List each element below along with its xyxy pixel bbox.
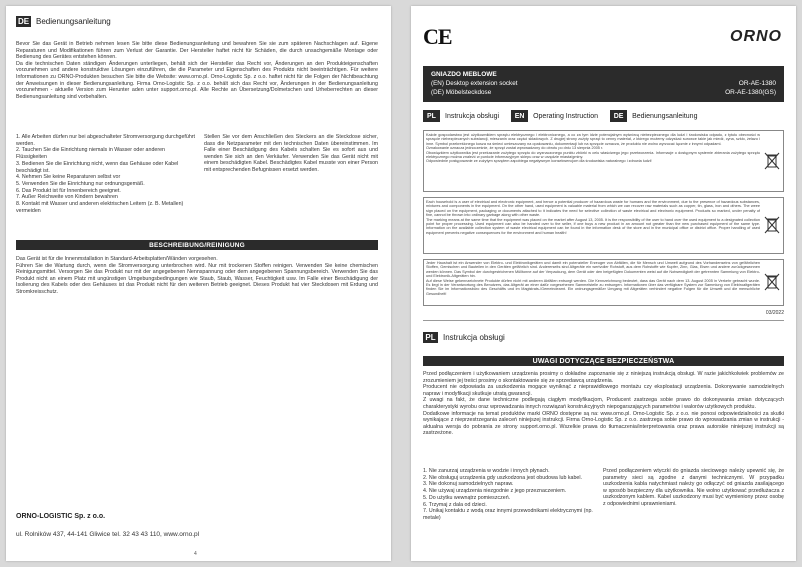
company-address: ul. Rolników 437, 44-141 Gliwice tel. 32 43 43 110, www.orno.pl bbox=[16, 531, 200, 538]
lang-badge-pl: PL bbox=[423, 110, 440, 122]
list-item: 4. Nehmen Sie keine Reparaturen selbst vor bbox=[16, 174, 121, 181]
list-item: 7. Unikaj kontaktu z wodą oraz innymi przewodnikami elektrycznymi (np. metale) bbox=[423, 508, 593, 521]
weee-text-en: Each household is a user of electrical and electronic equipment, and hence a potential producer of hazardous waste for humans and the environment, due to the presence of hazardous substances, mixtures and components in the equipment. On the other hand, used equipment is valuable material from which we can recover raw materials such as copper, tin, glass, iron and others. The weee sign placed on the equipment, packaging or documents attached to it indicates the need for selective collection of waste electrical and electronic equipment. Products so marked, under penalty of fine, cannot be thrown into ordinary garbage along with other waste. The marking means at the same time that the equipment was placed on the market after August 13, 2005. It is the responsibility of the user to hand over the used equipment to a designated collection point for proper processing. Used equipment can also be handed over to the seller, if one buys a new product in an amount not greater than the new purchased equipment of the same type. Information on the available collection system of waste electrical equipment can be found in the information desk of the store and in the municipal office or district office. Proper handling of used equipment prevents negative consequences for the environment and human health! bbox=[426, 200, 760, 235]
ce-mark-logo: CE bbox=[423, 24, 452, 49]
product-name-de: (DE) Möbelsteckdose bbox=[431, 89, 492, 96]
left-page-header bbox=[16, 16, 111, 27]
pl-safety-text: Przed podłączeniem i użytkowaniem urządzenia prosimy o dokładne zapoznanie się z niniejszą instrukcją obsługi. W razie jakichkolwiek problemów ze zrozumieniem jej treści prosimy o skontaktowanie się ze sprzedawcą urządzenia. Producent nie odpowiada za uszkodzenia mogące wyniknąć z nieprawidłowego montażu czy eksploatacji urządzenia. Dokonywanie samodzielnych napraw i modyfikacji skutkuje utratą gwarancji. Z uwagi na fakt, że dane techniczne podlegają ciągłym modyfikacjom, Producent zastrzega sobie prawo do dokonywania zmian dotyczących charakterystyki wyrobu oraz wprowadzania innych rozwiązań konstrukcyjnych niepogarszających parametrów i walorów użytkowych produktu. Dodatkowe informacje na temat produktów marki ORNO dostępne są na: www.orno.pl. Orno-Logistic Sp. z o.o. nie ponosi odpowiedzialności za skutki wynikające z nieprzestrzegania zaleceń niniejszej instrukcji. Firma Orno-Logistic Sp. z o.o. zastrzega sobie prawo do wprowadzania zmian w instrukcji - aktualna wersja do pobrania ze strony support.orno.pl. Wszelkie prawa do tłumaczenia/interpretowania oraz prawa autorskie niniejszej instrukcji są zastrzeżone. bbox=[423, 371, 784, 437]
de-cleaning-text: Das Gerät ist für die Innenmstallation in Standard-Arbeitsplatten/Wänden vorgesehen. Führen Sie die Wartung durch, wenn die Stromversorgung unterbrochen wird. Nur mit trockenen Stoffen reinigen. Verwenden Sie keine chemischen Reinigungsmittel. Versorgen Sie das Produkt nur mit der angegebenen Nennspannung oder dem angegebenen Spannungsbereich. Verwenden Sie das Produkt nicht an einem Platz mit ungünstigen Umgebungsbedingungen wie Staub, Staub, Wasser, Feuchtigkeit usw. Im Falle einer Beschädigung der Isolierung des Kabels oder des Gehäuses ist das Produkt nicht für den weiteren Betrieb geeignet. Dieses Produkt hat vier Steckdosen mit Erdung und Stromkreisschutz. bbox=[16, 256, 378, 295]
list-item: 1. Nie zanurzaj urządzenia w wodzie i innych płynach. bbox=[423, 468, 550, 474]
crossed-bin-icon bbox=[764, 216, 780, 234]
list-item: 6. Trzymaj z dala od dzieci. bbox=[423, 501, 487, 508]
section-divider bbox=[423, 320, 784, 321]
de-safety-right-text: Stellen Sie vor dem Anschließen des Steckers an die Steckdose sicher, dass die Netzparameter mit den technischen Daten übereinstimmen. Im Falle einer Beschädigung des Kabels schalten Sie es sofort aus und wenden Sie sich an den Verkäufer. Verwenden Sie das Gerät nicht mit einem beschädigten Kabel. Beschädigtes Kabel musste von einer Person mit entsprechenden Befugnissen ersetzt werden. bbox=[204, 134, 378, 173]
pl-header-title: Instrukcja obsługi bbox=[443, 333, 505, 342]
product-title-box bbox=[423, 66, 784, 102]
list-item: 2. Tauchen Sie die Einrichtung niemals in Wasser oder anderen Flüssigkeiten bbox=[16, 147, 165, 161]
company-name: ORNO-LOGISTIC Sp. z o.o. bbox=[16, 513, 106, 520]
crossed-bin-icon bbox=[764, 273, 780, 291]
list-item: 3. Bedienen Sie die Einrichtung nicht, wenn das Gehäuse oder Kabel beschädigt ist. bbox=[16, 160, 179, 174]
pl-safety-list bbox=[423, 468, 595, 522]
product-code: OR-AE-1380 bbox=[738, 80, 776, 87]
lang-badge-en: EN bbox=[511, 110, 528, 122]
pl-page-header bbox=[423, 332, 505, 343]
list-item: 4. Nie używaj urządzenia niezgodnie z jego przeznaczeniem. bbox=[423, 488, 567, 495]
product-name-en: (EN) Desktop extension socket bbox=[431, 80, 518, 87]
list-item: 6. Das Produkt ist für Innenbereich geeignet. bbox=[16, 187, 121, 194]
weee-text-pl: Każde gospodarstwo jest użytkownikiem sprzętu elektrycznego i elektronicznego, a co za tym idzie potencjalnym wytwórcą niebezpiecznego dla ludzi i środowiska odpadu, z tytułu obecności w sprzęcie niebezpiecznych substancji, mieszanin oraz części składowych. Z drugiej strony zużyty sprzęt to cenny materiał, z którego możemy odzyskać surowce takie jak miedź, cyna, szkło, żelazo i inne. Symbol przekreślonego kosza na śmieci umieszczany na opakowaniu, dokumentacji lub na sprzęcie oznacza, że produktu nie wolno wyrzucać łącznie z innymi odpadami. Oznakowanie oznacza jednocześnie, że sprzęt został wprowadzony do obrotu po dniu 13 sierpnia 2005 r. Obowiązkiem użytkownika jest przekazanie zużytego sprzętu do wyznaczonego punktu zbiórki w celu właściwego jego przetworzenia. Informacje o dostępnym systemie zbierania zużytego sprzętu elektrycznego można znaleźć w punkcie informacyjnym sklepu oraz w urzędzie miasta/gminy. Odpowiednie postępowanie ze zużytym sprzętem zapobiega negatywnym konsekwencjom dla środowiska naturalnego i zdrowia ludzi! bbox=[426, 133, 760, 164]
lang-label-en: Operating Instruction bbox=[533, 112, 599, 120]
de-cleaning-title-bar: BESCHREIBUNG/REINIGUNG bbox=[16, 240, 378, 250]
right-manual-page bbox=[411, 6, 796, 561]
pl-safety-title-bar: UWAGI DOTYCZĄCE BEZPIECZEŃSTWA bbox=[423, 356, 784, 366]
language-index bbox=[423, 110, 709, 122]
list-item: 3. Nie dokonuj samodzielnych napraw. bbox=[423, 481, 514, 488]
orno-brand-logo: ORNO bbox=[730, 28, 782, 45]
revision-date: 03/2022 bbox=[765, 310, 784, 316]
de-safety-list bbox=[16, 134, 196, 214]
lang-badge-pl: PL bbox=[423, 332, 438, 343]
product-code-gs: OR-AE-1380(GS) bbox=[725, 89, 776, 96]
lang-badge-de: DE bbox=[17, 17, 30, 26]
list-item: 7. Außer Reichweite von Kindern bewahren bbox=[16, 194, 118, 201]
de-intro-text: Bevor Sie das Gerät in Betrieb nehmen lesen Sie bitte diese Bedienungsanleitung und bewahren Sie sie zum späteren Nachschlagen auf. Eigene Reparaturen und Modifikationen führen zum Verlust der Garantie. Der Hersteller haftet nicht für Schäden, die durch unsachgemäße Montage oder Bedienung des Gerätes entstehen können. Da die technischen Daten ständigen Änderungen unterliegen, behält sich der Hersteller das Recht vor, Änderungen an den Produkteigenschaften vorzunehmen und andere konstruktive Lösungen einzuführen, die die Parameter und Eigenschaften des Produkts nicht beeinträchtigen. Für weitere Informationen zu ORNO-Produkten besuchen Sie bitte die Website: www.orno.pl. Orno-Logistic Sp. z o.o. haftet nicht für die Folgen der Nichtbeachtung der Anweisungen in dieser Bedienungsanleitung. Firma Orno-Logistic Sp. z o.o. behält sich das Recht vor, Änderungen in der Bedienungsanleitung vorzunehmen - aktuelle Version zum Herunter aden unter support.orno.pl. Alle Rechte an Übersetzung/Dolmetschen und Urheberrechten an dieser Bedienungsanleitung sind vorbehalten. bbox=[16, 41, 378, 100]
left-header-title: Bedienungsanleitung bbox=[36, 17, 111, 26]
page-number: 4 bbox=[194, 551, 197, 557]
list-item: 2. Nie obsługuj urządzenia gdy uszkodzona jest obudowa lub kabel. bbox=[423, 474, 583, 481]
list-item: 1. Alle Arbeiten dürfen nur bei abgeschalteter Stromversorgung durchgeführt werden. bbox=[16, 134, 196, 147]
crossed-bin-icon bbox=[764, 152, 780, 170]
pl-safety-right-text: Przed podłączeniem wtyczki do gniazda sieciowego należy upewnić się, że parametry sieci są zgodne z danymi technicznymi. W przypadku uszkodzenia kabla natychmiast należy go odłączyć od gniazda zasilającego w sposób bezpieczny dla użytkownika. Nie wolno użytkować przedłużacza z uszkodzonym kablem. Kabel uszkodzony musi być wymieniony przez osobę z odpowiednimi uprawnieniami. bbox=[603, 468, 784, 507]
list-item: 5. Verwenden Sie die Einrichtung nur ordnungsgemäß. bbox=[16, 180, 145, 187]
lang-label-pl: Instrukcja obsługi bbox=[445, 112, 500, 120]
lang-badge-de: DE bbox=[610, 110, 627, 122]
weee-text-de: Jeder Haushalt ist ein Anwender von Elektro- und Elektronikgeräten und damit ein potenzieller Erzeuger von Abfällen, die für Mensch und Umwelt aufgrund des Vorhandenseins von gefährlichen Stoffen, Gemischen und Bauteilen in den Geräten gefährlich sind. Andererseits sind Altgeräte ein wertvoller Rohstoff, aus dem Rohstoffe wie Kupfer, Zinn, Glas, Eisen und andere zurückgewonnen werden können. Das Symbol der durchgestrichenen Mülltonne auf der Verpackung, dem Gerät oder den beigefügten Dokumenten weist auf die Notwendigkeit der getrennten Sammlung von Elektro- und Elektronik-Altgeräten hin. Auf diese Weise gekennzeichnete Produkte dürfen nicht mit anderen Abfällen entsorgt werden. Die Kennzeichnung bedeutet, dass das Gerät nach dem 13. August 2005 in Verkehr gebracht wurde. Es liegt in der Verantwortung des Benutzers, das Altgerät an einer dafür vorgesehenen Sammelstelle zu entsorgen. Informationen über das verfügbare System zur Sammlung von Elektroaltgeräten finden Sie im Informationsbüro des Geschäfts und im Magistrats-/Gemeindeamt. Ein ordnungsgemäßer Umgang mit Altgeräten verhindert negative Folgen für die Umwelt und die menschliche Gesundheit! bbox=[426, 261, 760, 296]
product-name: GNIAZDO MEBLOWE bbox=[431, 71, 497, 78]
list-item: 5. Do użytku wewnątrz pomieszczeń. bbox=[423, 494, 511, 501]
list-item: 8. Kontakt mit Wasser und anderen elektrischen Leitern (z. B. Metallen) vermeiden bbox=[16, 201, 184, 214]
left-manual-page bbox=[6, 6, 391, 561]
lang-label-de: Bedienungsanleitung bbox=[632, 112, 698, 120]
